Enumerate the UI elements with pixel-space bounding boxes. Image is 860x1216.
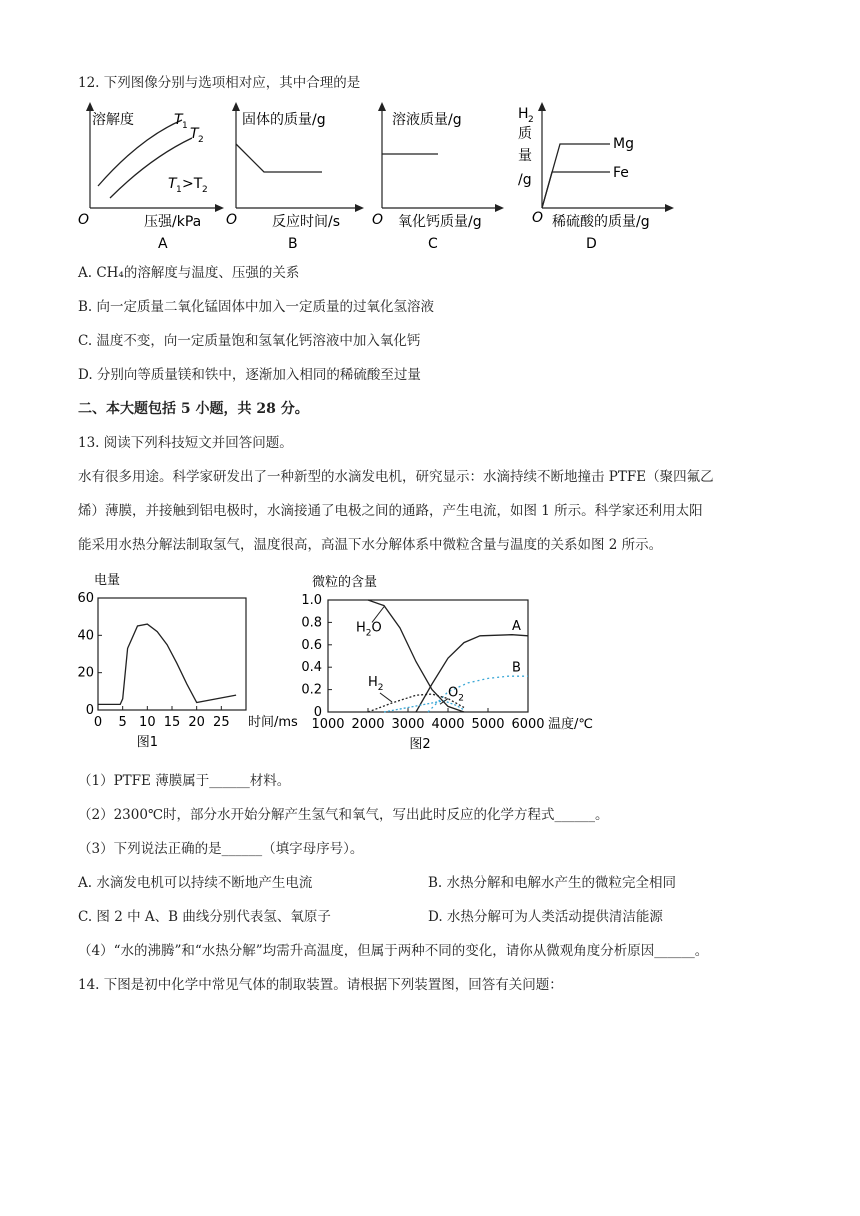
svg-text:2: 2 [202,185,208,195]
graph-d-fe: Fe [613,165,629,181]
svg-text:>T: >T [182,176,203,192]
fig1-xtick-label: 20 [188,715,205,730]
graph-b-xlabel: 反应时间/s [272,214,341,230]
svg-text:2: 2 [528,115,534,125]
q13-sub-1: （1）PTFE 薄膜属于______材料。 [78,773,291,789]
fig2-leader-h2 [380,693,392,702]
graph-a-origin: O [78,212,90,228]
q12-stem: 12. 下列图像分别与选项相对应，其中合理的是 [78,75,361,91]
fig2-xtick-label: 6000 [511,717,545,732]
q13-opt-c: C. 图 2 中 A、B 曲线分别代表氢、氧原子 [78,909,331,925]
fig1-xtick-label: 25 [213,715,230,730]
q13-para-2: 烯）薄膜，并接触到铝电极时，水滴接通了电极之间的通路，产生电流，如图 1 所示。科学家还利用太阳 [78,503,703,519]
fig2-xlabel: 温度/℃ [548,717,593,732]
q12-option-c: C. 温度不变，向一定质量饱和氢氧化钙溶液中加入氧化钙 [78,333,421,349]
fig2-ytick-label: 1.0 [301,593,322,608]
graph-c-xlabel: 氧化钙质量/g [398,214,482,230]
q13-para-3: 能采用水热分解法制取氢气，温度很高，高温下水分解体系中微粒含量与温度的关系如图 2 所示。 [78,537,663,553]
svg-text:2: 2 [198,135,204,145]
q13-opt-a: A. 水滴发电机可以持续不断地产生电流 [78,875,313,891]
figure-2-chart [290,570,644,756]
graph-b [226,102,364,252]
fig1-xtick-label: 15 [163,715,181,730]
graph-d [518,102,674,252]
graph-a-t2: T [190,126,199,142]
svg-text:量: 量 [518,148,532,164]
graph-a-letter: A [158,236,168,252]
svg-text:质: 质 [518,126,532,142]
q12-option-b: B. 向一定质量二氧化锰固体中加入一定质量的过氧化氢溶液 [78,299,435,315]
graph-b-ylabel: 固体的质量/g [242,112,326,128]
fig1-xlabel: 时间/ms [248,715,298,730]
svg-text:1: 1 [176,185,182,195]
fig1-caption: 图1 [136,735,158,750]
svg-text:T: T [168,176,177,192]
fig2-ytick-label: 0 [313,705,322,720]
fig2-xtick-label: 4000 [431,717,465,732]
fig2-label-h2: $H_2$ [368,675,384,694]
svg-text:H: H [518,106,529,122]
fig2-xtick-label: 1000 [311,717,345,732]
q13-stem: 13. 阅读下列科技短文并回答问题。 [78,435,293,451]
graph-d-letter: D [586,236,597,252]
fig2-label-o2: $O_2$ [448,685,464,704]
fig2-frame [328,600,528,712]
graph-d-xlabel: 稀硫酸的质量/g [552,214,650,230]
fig1-xtick-label: 10 [139,715,156,730]
q13-opt-b: B. 水热分解和电解水产生的微粒完全相同 [428,875,677,891]
fig1-xtick-label: 5 [118,715,127,730]
figure-1-chart [77,570,306,756]
fig1-xtick-label: 0 [93,715,103,730]
fig1-ytick-label: 40 [77,628,94,644]
q14-stem: 14. 下图是初中化学中常见气体的制取装置。请根据下列装置图，回答有关问题： [78,977,563,993]
svg-text:/g: /g [518,172,532,188]
q12-option-d: D. 分别向等质量镁和铁中，逐渐加入相同的稀硫酸至过量 [78,367,421,383]
graph-b-letter: B [288,236,298,252]
fig2-ylabel: 微粒的含量 [312,575,378,590]
q13-sub-3: （3）下列说法正确的是______（填字母序号）。 [78,841,364,857]
svg-text:O: O [532,210,544,226]
graph-c [372,102,504,252]
graph-c-letter: C [428,236,438,252]
fig2-xtick-label: 3000 [391,717,425,732]
fig2-xtick-label: 5000 [471,717,505,732]
fig1-series-line [98,624,236,704]
fig2-ytick-label: 0.4 [301,660,322,676]
fig2-series-o2 [384,701,464,712]
q13-para-1: 水有很多用途。科学家研发出了一种新型的水滴发电机，研究显示：水滴持续不断地撞击 PTFE（聚四氟乙 [78,469,714,485]
graph-a [78,102,224,252]
fig2-xtick-label: 2000 [351,717,385,732]
svg-text:O: O [226,212,238,228]
fig1-ylabel: 电量 [94,573,121,588]
q12-option-a: A. CH₄的溶解度与温度、压强的关系 [78,265,300,281]
graph-a-t1: T [174,112,183,128]
q13-sub-2: （2）2300℃时，部分水开始分解产生氢气和氧气，写出此时反应的化学方程式______。 [78,807,609,823]
graph-a-xlabel: 压强/kPa [144,214,202,230]
graph-a-ylabel: 溶解度 [92,112,134,128]
fig1-ytick-label: 0 [85,703,94,718]
fig2-label-a: A [512,619,521,635]
graph-d-mg: Mg [613,136,634,152]
fig2-ytick-label: 0.6 [301,637,322,653]
fig2-caption: 图2 [409,737,431,752]
svg-text:O: O [372,212,384,228]
svg-text:1: 1 [182,121,188,131]
fig2-label-b: B [512,660,521,676]
fig2-ytick-label: 0.2 [301,682,322,698]
fig2-label-h2o: $H_2O$ [356,620,382,639]
q12-graphs [70,98,690,258]
fig2-ytick-label: 0.8 [301,615,322,631]
q13-opt-d: D. 水热分解可为人类活动提供清洁能源 [428,909,663,925]
section-heading: 二、本大题包括 5 小题，共 28 分。 [78,401,309,417]
fig2-series-b [428,676,528,712]
fig1-ytick-label: 60 [77,591,94,606]
graph-c-ylabel: 溶液质量/g [392,112,462,128]
fig1-ytick-label: 20 [77,665,94,681]
q13-sub-4: （4）“水的沸腾”和“水热分解”均需升高温度，但属于两种不同的变化，请你从微观角度分析原因______。 [78,943,709,959]
